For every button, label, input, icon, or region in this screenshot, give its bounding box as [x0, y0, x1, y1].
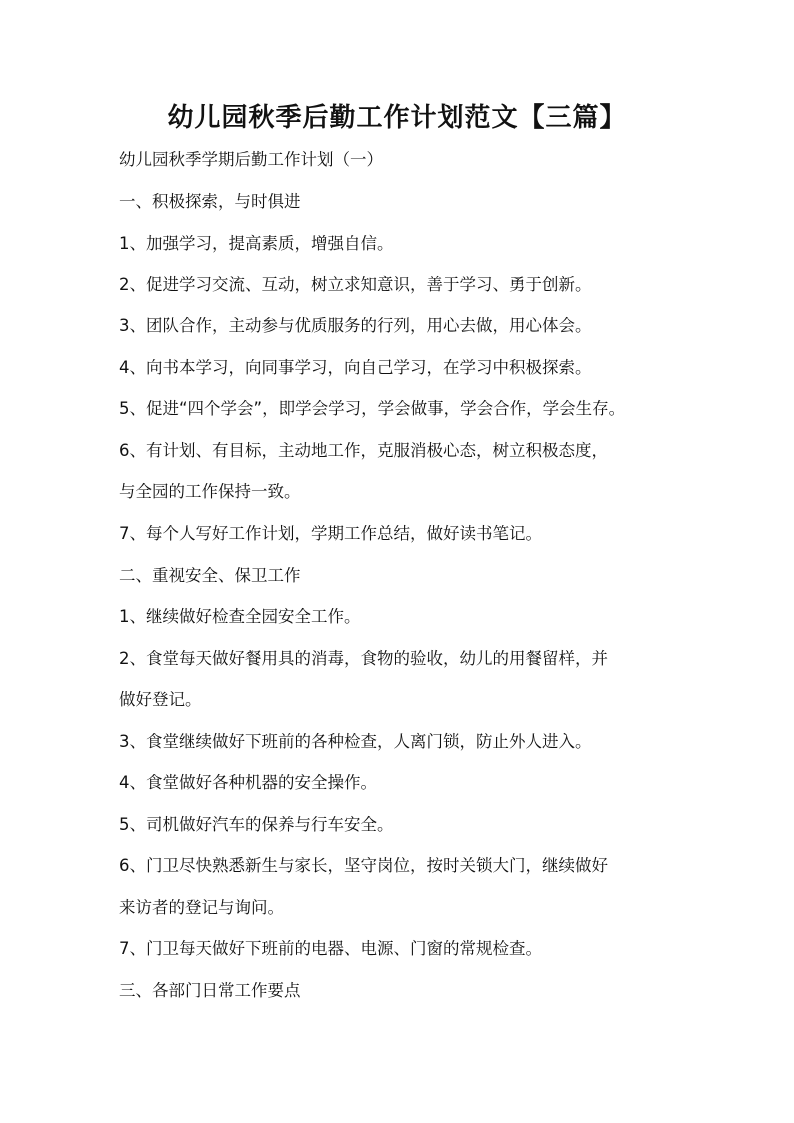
paragraph-line: 1、继续做好检查全园安全工作。 — [119, 607, 361, 626]
paragraph-line: 6、门卫尽快熟悉新生与家长，坚守岗位，按时关锁大门，继续做好 — [119, 856, 608, 875]
paragraph-line: 4、向书本学习，向同事学习，向自己学习，在学习中积极探索。 — [119, 358, 592, 377]
paragraph-line: 三、各部门日常工作要点 — [119, 981, 301, 1000]
paragraph-line: 3、团队合作，主动参与优质服务的行列，用心去做，用心体会。 — [119, 316, 592, 335]
document-title: 幼儿园秋季后勤工作计划范文【三篇】 — [167, 103, 627, 133]
paragraph-line: 一、积极探索，与时俱进 — [119, 192, 301, 211]
paragraph-line: 3、食堂继续做好下班前的各种检查，人离门锁，防止外人进入。 — [119, 732, 592, 751]
paragraph-line: 来访者的登记与询问。 — [119, 898, 284, 917]
paragraph-line: 4、食堂做好各种机器的安全操作。 — [119, 773, 377, 792]
paragraph-line: 6、有计划、有目标，主动地工作，克服消极心态，树立积极态度， — [119, 441, 608, 460]
paragraph-line: 做好登记。 — [119, 690, 202, 709]
paragraph-line: 与全园的工作保持一致。 — [119, 482, 301, 501]
paragraph-line: 7、门卫每天做好下班前的电器、电源、门窗的常规检查。 — [119, 939, 542, 958]
paragraph-line: 2、促进学习交流、互动，树立求知意识，善于学习、勇于创新。 — [119, 275, 592, 294]
paragraph-line: 1、加强学习，提高素质，增强自信。 — [119, 234, 394, 253]
paragraph-line: 7、每个人写好工作计划，学期工作总结，做好读书笔记。 — [119, 524, 542, 543]
paragraph-line: 2、食堂每天做好餐用具的消毒，食物的验收，幼儿的用餐留样，并 — [119, 649, 608, 668]
paragraph-line: 5、司机做好汽车的保养与行车安全。 — [119, 815, 394, 834]
paragraph-line: 二、重视安全、保卫工作 — [119, 566, 301, 585]
paragraph-line: 5、促进“四个学会”，即学会学习，学会做事，学会合作，学会生存。 — [119, 399, 626, 418]
document-subtitle: 幼儿园秋季学期后勤工作计划（一） — [119, 150, 383, 169]
